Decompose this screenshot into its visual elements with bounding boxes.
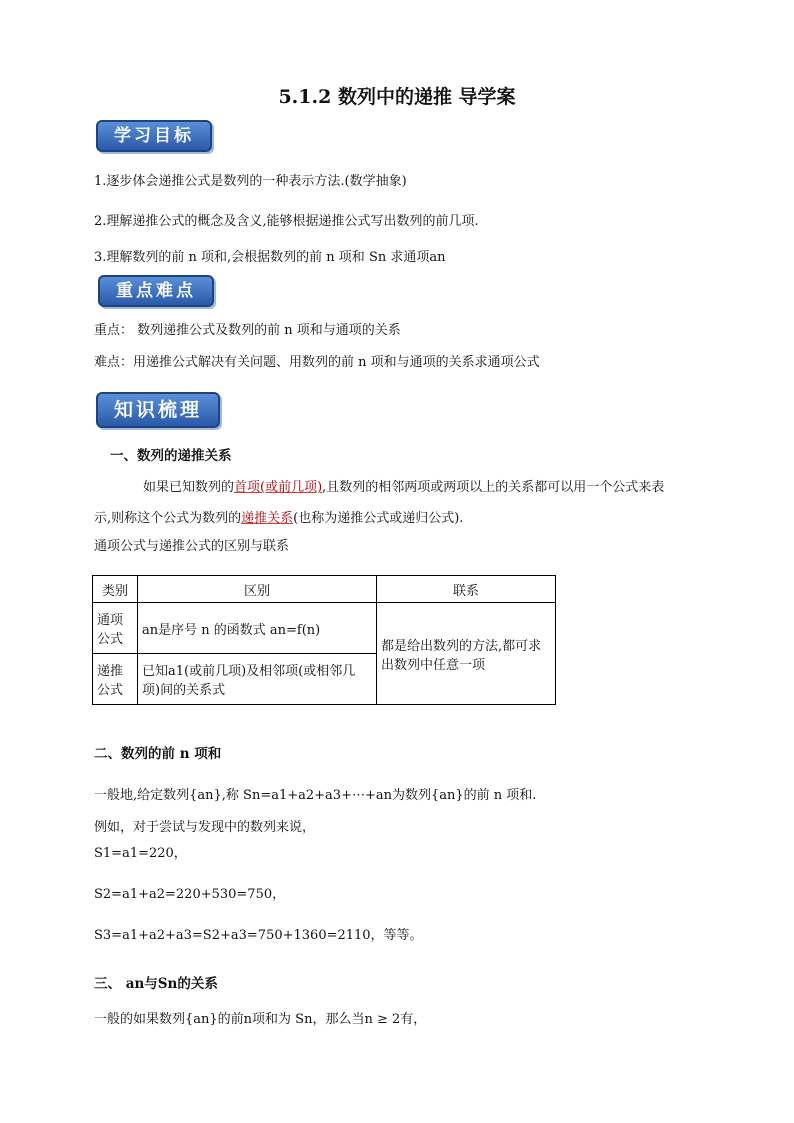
section2-heading: 二、数列的前 n 项和 [94, 746, 222, 762]
equation: S2=a1+a2=220+530=750， [94, 887, 286, 902]
knowledge-badge: 知识梳理 [96, 392, 220, 428]
section2-line: 例如，对于尝试与发现中的数列来说， [94, 820, 316, 835]
keypoints-badge: 重点难点 [98, 275, 214, 307]
focus-text: 重点： 数列递推公式及数列的前 n 项和与通项的关系 [94, 323, 401, 338]
section1-para1: 如果已知数列的首项(或前几项),且数列的相邻两项或两项以上的关系都可以用一个公式来表 [143, 480, 665, 495]
comparison-table [92, 575, 556, 705]
section1-para3: 通项公式与递推公式的区别与联系 [94, 539, 290, 554]
page-title: 5.1.2 数列中的递推 导学案 [278, 86, 516, 108]
goal-item: 1.逐步体会递推公式是数列的一种表示方法.(数学抽象) [94, 174, 407, 189]
table-header: 联系 [377, 576, 556, 603]
table-header: 区别 [138, 576, 377, 603]
section3-heading: 三、 an与Sn的关系 [94, 976, 218, 992]
difficulty-text: 难点：用递推公式解决有关问题、用数列的前 n 项和与通项的关系求通项公式 [94, 355, 540, 370]
table-cell: an是序号 n 的函数式 an=f(n) [138, 603, 377, 654]
goal-item: 3.理解数列的前 n 项和,会根据数列的前 n 项和 Sn 求通项an [94, 250, 446, 265]
section3-line: 一般的如果数列{an}的前n项和为 Sn，那么当n ≥ 2有， [94, 1012, 427, 1027]
table-cell: 通项公式 [93, 603, 138, 654]
table-cell: 递推公式 [93, 654, 138, 705]
table-cell: 都是给出数列的方法,都可求出数列中任意一项 [377, 603, 556, 705]
section1-heading: 一、数列的递推关系 [110, 448, 232, 464]
table-cell: 已知a1(或前几项)及相邻项(或相邻几项)间的关系式 [138, 654, 377, 705]
table-header: 类别 [93, 576, 138, 603]
equation: S1=a1=220， [94, 846, 187, 861]
goal-item: 2.理解递推公式的概念及含义,能够根据递推公式写出数列的前几项. [94, 214, 479, 229]
section1-para2: 示,则称这个公式为数列的递推关系(也称为递推公式或递归公式). [94, 511, 464, 526]
equation: S3=a1+a2+a3=S2+a3=750+1360=2110，等等。 [94, 928, 423, 943]
goals-badge: 学习目标 [96, 120, 212, 152]
section2-line: 一般地,给定数列{an},称 Sn=a1+a2+a3+⋯+an为数列{an}的前 n 项和. [94, 788, 537, 803]
